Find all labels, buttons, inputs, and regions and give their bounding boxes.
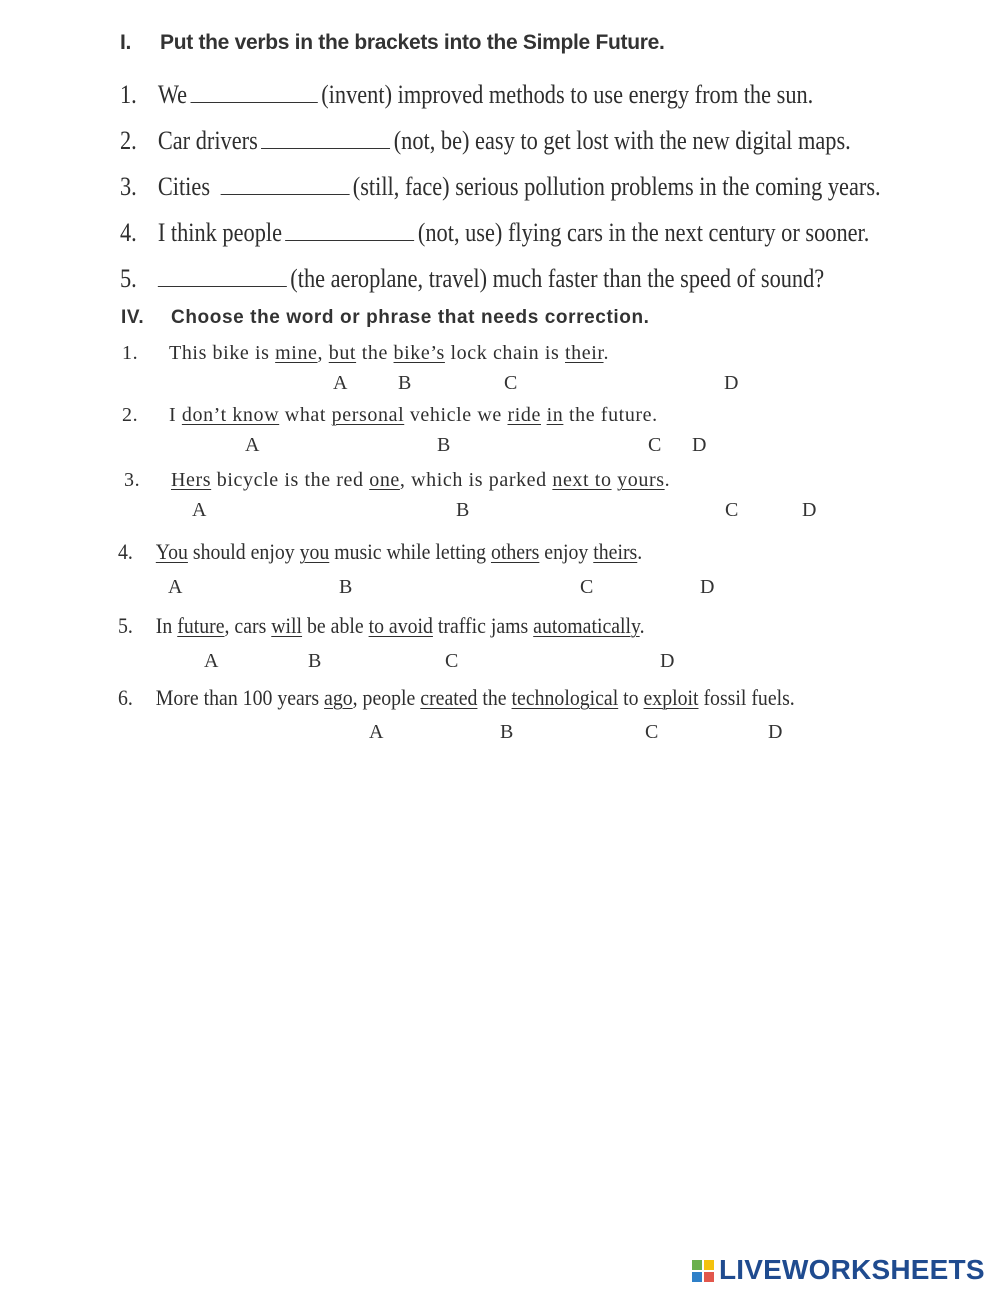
choice-4-a[interactable]: You xyxy=(155,539,188,564)
liveworksheets-logo[interactable] xyxy=(692,1254,985,1286)
choice-3-b[interactable]: one xyxy=(369,469,400,491)
option-label-6-d: D xyxy=(768,721,783,743)
error-item-5: 5. In future, cars will be able to avoid traffic jams automatically. xyxy=(118,613,645,638)
option-label-1-b: B xyxy=(398,372,412,394)
error-item-4: 4. You should enjoy you music while letting others enjoy theirs. xyxy=(118,539,643,564)
option-label-3-a: A xyxy=(192,499,207,521)
choice-1-a[interactable]: mine xyxy=(275,342,318,364)
section-4-numeral: IV. xyxy=(121,307,145,328)
option-label-4-b: B xyxy=(339,576,353,598)
answer-blank-3[interactable] xyxy=(220,193,349,195)
liveworksheets-wordmark: LIVEWORKSHEETS xyxy=(719,1254,985,1285)
option-label-4-c: C xyxy=(580,576,594,598)
option-label-2-d: D xyxy=(692,434,707,456)
option-label-1-c: C xyxy=(504,372,518,394)
fill-item-5: 5. (the aeroplane, travel) much faster than the speed of sound? xyxy=(120,264,825,293)
choice-4-d[interactable]: theirs xyxy=(593,539,638,564)
option-label-6-b: B xyxy=(500,721,514,743)
answer-blank-5[interactable] xyxy=(158,285,287,287)
error-item-6: 6. More than 100 years ago, people created the technological to exploit fossil fuels. xyxy=(118,685,795,710)
choice-1-b[interactable]: but xyxy=(328,342,357,364)
choice-2-a[interactable]: don’t know xyxy=(181,404,280,426)
choice-6-a[interactable]: ago xyxy=(324,685,353,710)
choice-2-d[interactable]: in xyxy=(546,404,564,426)
option-label-5-a: A xyxy=(204,650,219,672)
option-label-4-a: A xyxy=(168,576,183,598)
choice-1-c[interactable]: bike’s xyxy=(393,342,445,364)
choice-5-b[interactable]: will xyxy=(271,613,303,638)
option-label-1-d: D xyxy=(724,372,739,394)
section-1-instruction: Put the verbs in the brackets into the Simple Future. xyxy=(160,31,665,54)
section-1-heading xyxy=(120,31,665,55)
option-label-5-b: B xyxy=(308,650,322,672)
choice-6-c[interactable]: technological xyxy=(511,685,619,710)
choice-3-d[interactable]: yours xyxy=(617,469,665,491)
error-item-2: 2. I don’t know what personal vehicle we ride in the future. xyxy=(122,404,658,426)
choice-3-c[interactable]: next to xyxy=(552,469,612,491)
choice-4-c[interactable]: others xyxy=(490,539,540,564)
choice-1-d[interactable]: their xyxy=(565,342,604,364)
choice-6-b[interactable]: created xyxy=(420,685,478,710)
option-label-2-b: B xyxy=(437,434,451,456)
choice-2-b[interactable]: personal xyxy=(331,404,405,426)
option-label-1-a: A xyxy=(333,372,348,394)
error-item-3: 3. Hers bicycle is the red one, which is parked next to yours. xyxy=(124,469,671,491)
section-1-numeral: I. xyxy=(120,31,132,54)
fill-item-4: 4. I think people (not, use) flying cars in the next century or sooner. xyxy=(120,218,870,247)
fill-item-1: 1. We (invent) improved methods to use energy from the sun. xyxy=(120,80,814,109)
answer-blank-4[interactable] xyxy=(285,239,414,241)
choice-4-b[interactable]: you xyxy=(299,539,330,564)
option-label-2-c: C xyxy=(648,434,662,456)
choice-6-d[interactable]: exploit xyxy=(643,685,699,710)
choice-2-c[interactable]: ride xyxy=(507,404,541,426)
option-label-5-d: D xyxy=(660,650,675,672)
option-label-4-d: D xyxy=(700,576,715,598)
option-label-2-a: A xyxy=(245,434,260,456)
answer-blank-1[interactable] xyxy=(191,101,318,103)
liveworksheets-logo-icon xyxy=(692,1260,714,1282)
error-item-1: 1. This bike is mine, but the bike’s lock chain is their. xyxy=(122,342,610,364)
section-4-instruction: Choose the word or phrase that needs correction. xyxy=(171,307,650,328)
option-label-3-b: B xyxy=(456,499,470,521)
choice-5-c[interactable]: to avoid xyxy=(368,613,433,638)
choice-5-d[interactable]: automatically xyxy=(533,613,640,638)
option-label-3-c: C xyxy=(725,499,739,521)
option-label-3-d: D xyxy=(802,499,817,521)
answer-blank-2[interactable] xyxy=(261,147,390,149)
choice-5-a[interactable]: future xyxy=(177,613,225,638)
section-4-heading xyxy=(121,307,650,329)
fill-item-3: 3. Cities (still, face) serious pollution problems in the coming years. xyxy=(120,172,881,201)
option-label-6-c: C xyxy=(645,721,659,743)
option-label-6-a: A xyxy=(369,721,384,743)
option-label-5-c: C xyxy=(445,650,459,672)
choice-3-a[interactable]: Hers xyxy=(171,469,212,491)
fill-item-2: 2. Car drivers (not, be) easy to get lost with the new digital maps. xyxy=(120,126,851,155)
